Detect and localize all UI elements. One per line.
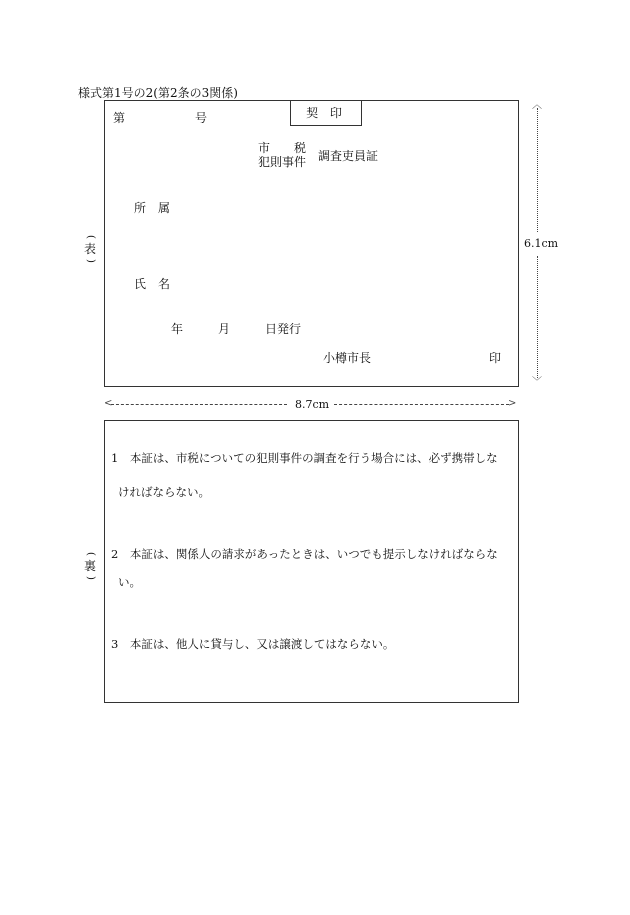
note-1-line-2: ければならない。 — [118, 485, 210, 499]
issue-month: 月 — [218, 322, 231, 336]
card-number-prefix: 第 — [113, 111, 126, 125]
id-card-back — [104, 420, 519, 703]
affiliation-label: 所 属 — [134, 201, 171, 215]
width-dimension: 8.7cm — [295, 398, 330, 411]
note-2-line-2: い。 — [118, 575, 141, 589]
note-2-line-1: 2 本証は、関係人の請求があったときは、いつでも提示しなければならな — [111, 547, 498, 561]
open-paren: ( — [85, 235, 96, 239]
seal-box: 契 印 — [290, 101, 362, 126]
issue-day: 日発行 — [265, 322, 302, 336]
issuer-name: 小樽市長 — [323, 351, 372, 365]
open-paren: ( — [85, 552, 96, 556]
card-title: 調査吏員証 — [318, 149, 379, 163]
height-dimension: 6.1cm — [524, 237, 559, 250]
arrow-down-icon: ﹀ — [532, 377, 542, 388]
back-side-text: 裏 — [83, 559, 96, 573]
back-side-label — [83, 549, 97, 583]
arrow-left-icon: < — [104, 398, 113, 409]
width-guide-left — [111, 404, 287, 405]
issue-year: 年 — [171, 322, 184, 336]
arrow-right-icon: > — [508, 398, 517, 409]
width-guide-right — [334, 404, 509, 405]
note-1-line-1: 1 本証は、市税についての犯則事件の調査を行う場合には、必ず携帯しな — [111, 451, 498, 465]
name-label: 氏 名 — [134, 277, 171, 291]
front-side-text: 表 — [83, 242, 96, 256]
close-paren: ) — [85, 259, 96, 263]
height-guide-top — [537, 108, 538, 232]
arrow-up-icon: ︿ — [532, 100, 542, 111]
front-side-label — [83, 232, 97, 266]
card-number-suffix: 号 — [195, 111, 208, 125]
title-line-1: 市 税 — [258, 141, 307, 155]
title-line-2: 犯則事件 — [258, 155, 307, 169]
id-card-front — [104, 100, 519, 387]
close-paren: ) — [85, 576, 96, 580]
note-3-line-1: 3 本証は、他人に貸与し、又は譲渡してはならない。 — [111, 637, 395, 651]
form-title: 様式第1号の2(第2条の3関係) — [78, 86, 238, 100]
height-guide-bottom — [537, 256, 538, 378]
issuer-stamp: 印 — [489, 351, 502, 365]
